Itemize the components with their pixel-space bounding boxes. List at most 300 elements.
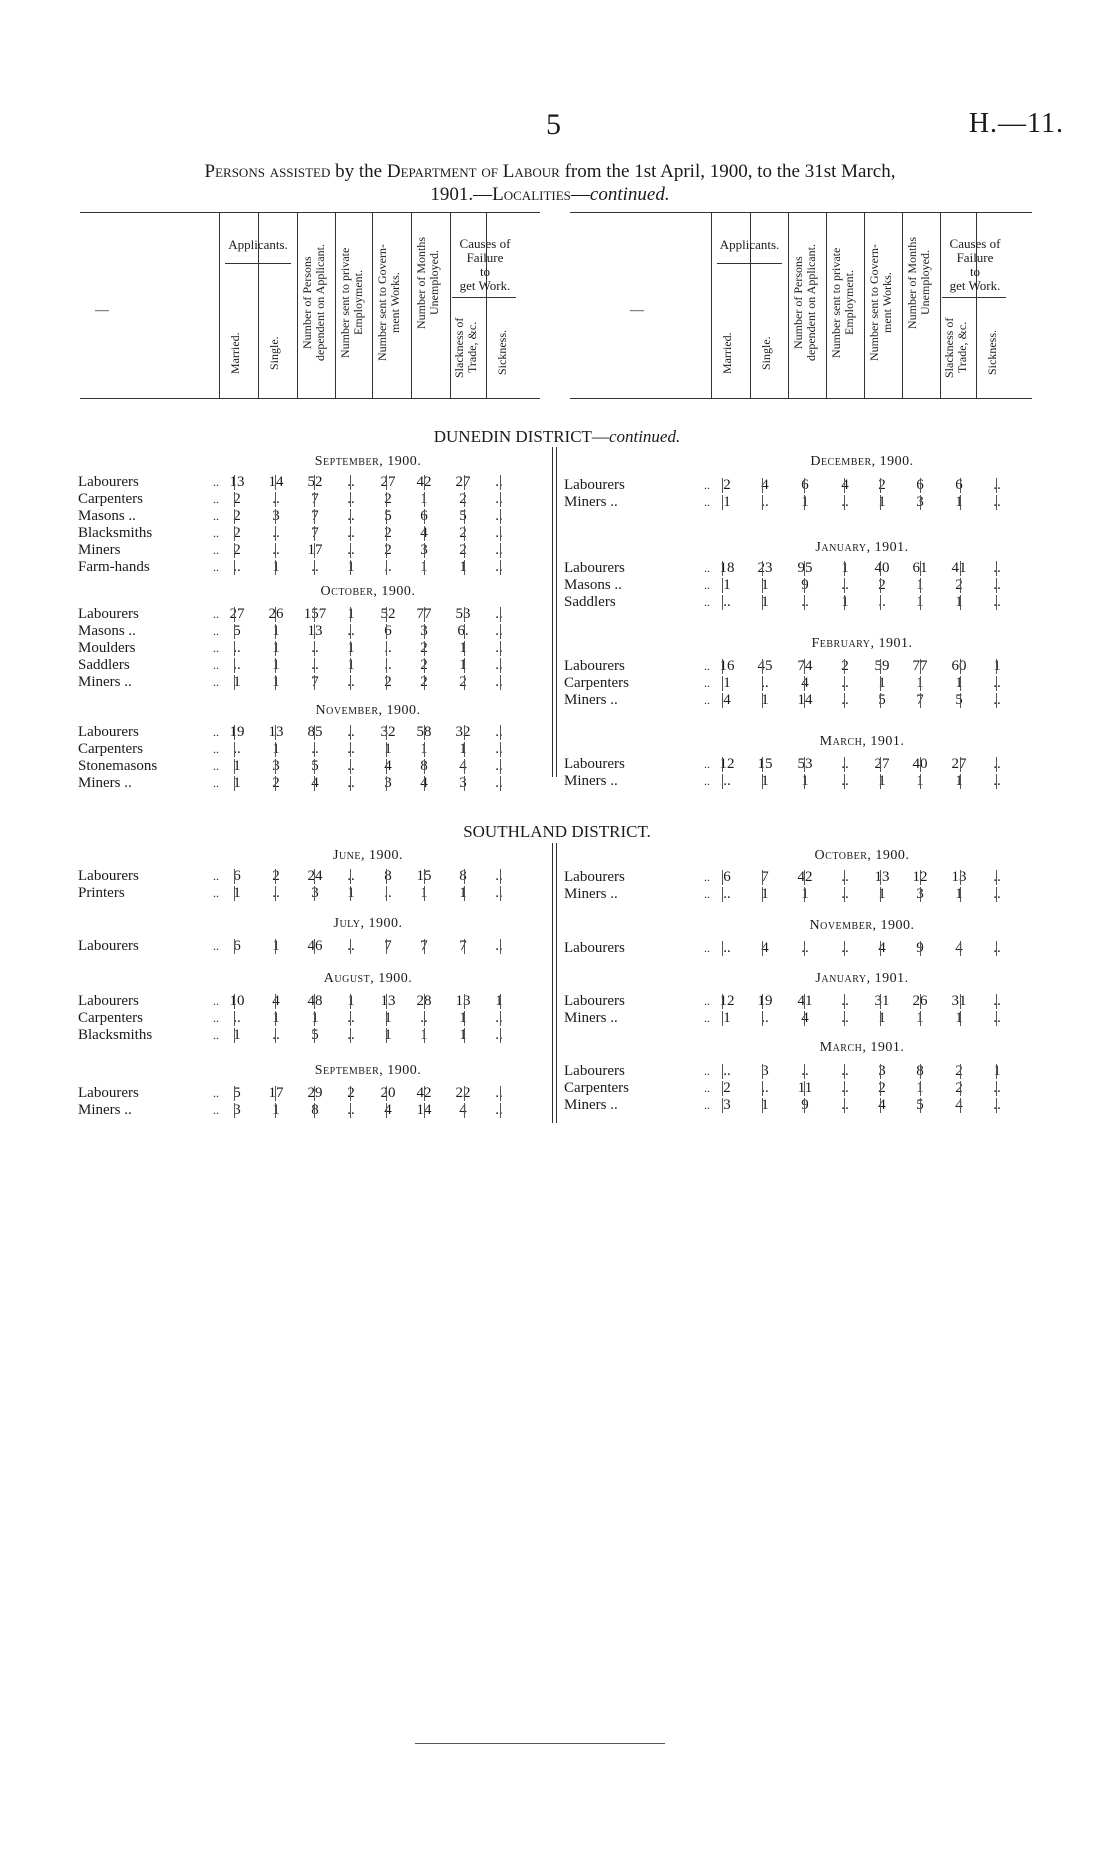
table-cell: 1 — [761, 1097, 769, 1113]
table-cell: .. — [347, 741, 355, 757]
applicants-underline — [717, 263, 782, 264]
table-cell: 2 — [347, 1085, 355, 1101]
cell-rule — [996, 1081, 997, 1096]
row-label: Carpenters — [564, 1080, 629, 1096]
table-cell: 4 — [384, 758, 392, 774]
table-cell: .. — [841, 773, 849, 789]
cell-rule — [880, 676, 881, 691]
leader-dots: .. — [213, 624, 219, 638]
sickness-label: Sickness. — [495, 330, 509, 376]
cell-rule — [500, 725, 501, 740]
table-cell: 1 — [723, 1010, 731, 1026]
cell-rule — [722, 774, 723, 789]
months-line: Unemployed. — [427, 250, 441, 316]
table-cell: 7 — [761, 869, 769, 885]
cell-rule — [722, 659, 723, 674]
table-cell: 48 — [307, 993, 323, 1009]
table-cell: .. — [347, 542, 355, 558]
table-cell: 1 — [272, 623, 280, 639]
table-cell: 45 — [757, 658, 773, 674]
header-column-rule — [826, 213, 827, 398]
slackness-line: Slackness of — [452, 317, 466, 378]
leader-dots: .. — [704, 561, 710, 575]
month-heading: February, 1901. — [811, 636, 913, 651]
cell-rule — [880, 774, 881, 789]
cell-rule — [762, 941, 763, 956]
cell-rule — [996, 478, 997, 493]
table-cell: 40 — [912, 756, 928, 772]
table-cell: 3 — [272, 508, 280, 524]
leader-dots: .. — [213, 1103, 219, 1117]
table-cell: 6 — [384, 623, 392, 639]
table-cell: .. — [761, 1080, 769, 1096]
table-cell: 7 — [420, 938, 428, 954]
cell-rule — [350, 509, 351, 524]
column-header-left — [80, 212, 540, 399]
cell-rule — [722, 595, 723, 610]
table-cell: 5 — [916, 1097, 924, 1113]
month-heading: March, 1901. — [819, 734, 905, 749]
title-word: of — [481, 161, 498, 182]
table-cell: 1 — [841, 560, 849, 576]
cell-rule — [424, 1028, 425, 1043]
cell-rule — [880, 1081, 881, 1096]
cell-rule — [314, 742, 315, 757]
causes-underline — [942, 297, 1006, 298]
table-cell: 7 — [311, 508, 319, 524]
cell-rule — [844, 1064, 845, 1079]
table-cell: .. — [761, 1010, 769, 1026]
page-title — [70, 160, 1030, 206]
table-cell: .. — [495, 674, 503, 690]
cell-rule — [920, 1081, 921, 1096]
cell-rule — [880, 994, 881, 1009]
cell-rule — [996, 595, 997, 610]
table-cell: .. — [347, 724, 355, 740]
row-label: Miners — [78, 542, 121, 558]
leader-dots: .. — [704, 478, 710, 492]
leader-dots: .. — [213, 560, 219, 574]
table-cell: 40 — [874, 560, 890, 576]
causes-line: to — [479, 264, 491, 279]
cell-rule — [920, 941, 921, 956]
table-cell: 15 — [757, 756, 773, 772]
month-heading: October, 1900. — [320, 584, 416, 599]
table-cell: 27 — [229, 606, 245, 622]
table-cell: 1 — [384, 741, 392, 757]
table-cell: 1 — [459, 1027, 467, 1043]
table-cell: 28 — [416, 993, 432, 1009]
table-cell: 7 — [384, 938, 392, 954]
table-cell: 2 — [723, 477, 731, 493]
table-cell: 1 — [420, 559, 428, 575]
table-cell: 1 — [761, 886, 769, 902]
table-cell: .. — [347, 508, 355, 524]
cell-rule — [804, 1081, 805, 1096]
title-word: Department — [386, 161, 477, 182]
causes-line: Failure — [466, 250, 504, 265]
row-label: Labourers — [78, 1085, 139, 1101]
table-cell: 1 — [723, 675, 731, 691]
table-cell: 5 — [233, 623, 241, 639]
table-cell: 1 — [459, 1010, 467, 1026]
slackness-label — [453, 305, 479, 390]
row-label: Labourers — [564, 869, 625, 885]
cell-rule — [880, 1098, 881, 1113]
table-cell: 1 — [801, 886, 809, 902]
cell-rule — [314, 641, 315, 656]
cell-rule — [350, 742, 351, 757]
row-label: Labourers — [78, 474, 139, 490]
row-label: Miners .. — [564, 1010, 618, 1026]
table-cell: 4 — [878, 1097, 886, 1113]
cell-rule — [920, 1064, 921, 1079]
month-heading: June, 1900. — [333, 848, 403, 863]
single-label: Single. — [267, 336, 281, 370]
leader-dots: .. — [213, 526, 219, 540]
cell-rule — [960, 870, 961, 885]
cell-rule — [722, 495, 723, 510]
cell-rule — [960, 941, 961, 956]
table-cell: 2 — [233, 491, 241, 507]
title-word: from the 1st April, 1900, to the 31st March, — [564, 161, 896, 182]
header-dash: — — [95, 303, 109, 318]
private-employment-label — [339, 218, 365, 388]
table-cell: .. — [495, 868, 503, 884]
table-cell: .. — [420, 1010, 428, 1026]
cell-rule — [424, 526, 425, 541]
table-cell: 4 — [420, 525, 428, 541]
leader-dots: .. — [704, 870, 710, 884]
cell-rule — [804, 1098, 805, 1113]
table-cell: 4 — [459, 758, 467, 774]
table-cell: .. — [233, 640, 241, 656]
table-cell: 26 — [912, 993, 928, 1009]
sickness-label: Sickness. — [985, 330, 999, 376]
table-cell: 26 — [268, 606, 284, 622]
title-word: assisted — [269, 161, 331, 182]
table-cell: 1 — [272, 1102, 280, 1118]
table-cell: 3 — [272, 758, 280, 774]
table-row — [0, 477, 1114, 494]
table-cell: 14 — [797, 692, 813, 708]
cell-rule — [500, 742, 501, 757]
table-cell: 1 — [495, 993, 503, 1009]
table-row — [0, 940, 1114, 957]
title-word: Labour — [502, 161, 560, 182]
cell-rule — [722, 1064, 723, 1079]
cell-rule — [844, 887, 845, 902]
dependents-line: Number of Persons — [791, 256, 805, 350]
cell-rule — [464, 742, 465, 757]
row-label: Saddlers — [78, 657, 130, 673]
table-cell: .. — [311, 741, 319, 757]
table-cell: .. — [495, 606, 503, 622]
cell-rule — [464, 509, 465, 524]
table-cell: 4 — [955, 940, 963, 956]
table-cell: 2 — [272, 868, 280, 884]
cell-rule — [275, 509, 276, 524]
cell-rule — [722, 561, 723, 576]
table-cell: 27 — [380, 474, 396, 490]
table-cell: 6 — [233, 868, 241, 884]
table-cell: 4 — [459, 1102, 467, 1118]
header-column-rule — [335, 213, 336, 398]
header-column-rule — [864, 213, 865, 398]
table-cell: 1 — [420, 741, 428, 757]
cell-rule — [844, 774, 845, 789]
cell-rule — [804, 561, 805, 576]
leader-dots: .. — [213, 725, 219, 739]
column-header-right — [570, 212, 1032, 399]
leader-dots: .. — [213, 509, 219, 523]
cell-rule — [804, 693, 805, 708]
govt-line: ment Works. — [880, 272, 894, 334]
cell-rule — [804, 994, 805, 1009]
table-cell: .. — [495, 1085, 503, 1101]
leader-dots: .. — [704, 659, 710, 673]
cell-rule — [920, 1011, 921, 1026]
table-cell: .. — [841, 1010, 849, 1026]
document-reference: H.—11. — [968, 108, 1064, 139]
table-cell: .. — [233, 741, 241, 757]
table-cell: 2 — [384, 525, 392, 541]
row-label: Labourers — [78, 724, 139, 740]
header-column-rule — [411, 213, 412, 398]
cell-rule — [762, 561, 763, 576]
cell-rule — [234, 509, 235, 524]
row-label: Labourers — [78, 606, 139, 622]
table-cell: .. — [233, 657, 241, 673]
leader-dots: .. — [213, 939, 219, 953]
cell-rule — [960, 1064, 961, 1079]
leader-dots: .. — [704, 1098, 710, 1112]
row-label: Blacksmiths — [78, 1027, 153, 1043]
table-cell: 2 — [459, 491, 467, 507]
table-cell: 1 — [955, 773, 963, 789]
cell-rule — [844, 1081, 845, 1096]
leader-dots: .. — [213, 886, 219, 900]
slackness-line: Slackness of — [942, 317, 956, 378]
cell-rule — [234, 526, 235, 541]
cell-rule — [920, 693, 921, 708]
table-cell: 32 — [380, 724, 396, 740]
table-cell: .. — [993, 756, 1001, 772]
cell-rule — [722, 757, 723, 772]
cell-rule — [804, 757, 805, 772]
dependents-line: dependent on Applicant. — [804, 244, 818, 362]
cell-rule — [880, 495, 881, 510]
table-cell: 1 — [347, 559, 355, 575]
cell-rule — [762, 757, 763, 772]
leader-dots: .. — [704, 994, 710, 1008]
table-cell: 3 — [916, 886, 924, 902]
table-cell: .. — [841, 756, 849, 772]
header-column-rule — [486, 298, 487, 398]
table-cell: .. — [841, 675, 849, 691]
table-cell: 6 — [420, 508, 428, 524]
table-cell: 1 — [347, 606, 355, 622]
table-cell: 1 — [233, 775, 241, 791]
table-cell: 4 — [761, 940, 769, 956]
leader-dots: .. — [704, 887, 710, 901]
table-cell: 2 — [233, 508, 241, 524]
table-cell: 2 — [878, 1080, 886, 1096]
month-heading: September, 1900. — [314, 1063, 422, 1078]
district-heading-dunedin — [0, 427, 1114, 447]
cell-rule — [844, 870, 845, 885]
causes-line: get Work. — [949, 278, 1001, 293]
cell-rule — [920, 561, 921, 576]
table-cell: 5 — [878, 692, 886, 708]
row-label: Masons .. — [78, 508, 136, 524]
cell-rule — [804, 1064, 805, 1079]
cell-rule — [762, 774, 763, 789]
cell-rule — [350, 1028, 351, 1043]
cell-rule — [500, 526, 501, 541]
table-cell: 4 — [272, 993, 280, 1009]
table-cell: .. — [233, 1010, 241, 1026]
cell-rule — [960, 887, 961, 902]
leader-dots: .. — [213, 1028, 219, 1042]
row-label: Labourers — [78, 868, 139, 884]
leader-dots: .. — [213, 607, 219, 621]
causes-of-failure-label — [940, 237, 1010, 293]
table-cell: 2 — [384, 674, 392, 690]
row-label: Moulders — [78, 640, 136, 656]
table-cell: 4 — [841, 477, 849, 493]
table-row — [0, 494, 1114, 511]
table-cell: 14 — [268, 474, 284, 490]
leader-dots: .. — [213, 641, 219, 655]
cell-rule — [350, 725, 351, 740]
cell-rule — [844, 757, 845, 772]
dependents-label — [792, 218, 818, 388]
table-cell: .. — [495, 640, 503, 656]
leader-dots: .. — [704, 941, 710, 955]
table-cell: 2 — [233, 525, 241, 541]
leader-dots: .. — [213, 742, 219, 756]
table-cell: .. — [993, 886, 1001, 902]
cell-rule — [880, 887, 881, 902]
table-row — [0, 869, 1114, 886]
table-row — [0, 594, 1114, 611]
table-cell: .. — [993, 594, 1001, 610]
cell-rule — [844, 1098, 845, 1113]
table-cell: 1 — [916, 1010, 924, 1026]
cell-rule — [920, 1098, 921, 1113]
table-cell: .. — [495, 775, 503, 791]
table-cell: 2 — [955, 1063, 963, 1079]
cell-rule — [960, 561, 961, 576]
table-row — [0, 886, 1114, 903]
table-cell: 2 — [384, 491, 392, 507]
cell-rule — [762, 870, 763, 885]
applicants-label: Applicants. — [228, 237, 288, 252]
row-label: Labourers — [564, 658, 625, 674]
row-label: Labourers — [564, 756, 625, 772]
district-name: DUNEDIN DISTRICT— — [433, 427, 609, 446]
table-cell: .. — [347, 1027, 355, 1043]
cell-rule — [722, 870, 723, 885]
table-cell: 2 — [272, 775, 280, 791]
table-cell: .. — [347, 491, 355, 507]
table-cell: 1 — [723, 494, 731, 510]
cell-rule — [386, 509, 387, 524]
dependents-label — [301, 218, 327, 388]
table-cell: .. — [495, 623, 503, 639]
table-cell: 7 — [311, 674, 319, 690]
table-cell: 4 — [878, 940, 886, 956]
cell-rule — [722, 1098, 723, 1113]
cell-rule — [920, 887, 921, 902]
table-cell: 8 — [384, 868, 392, 884]
district-continued: continued. — [608, 427, 681, 446]
table-cell: .. — [841, 577, 849, 593]
header-column-rule — [788, 213, 789, 398]
cell-rule — [960, 495, 961, 510]
row-label: Stonemasons — [78, 758, 158, 774]
cell-rule — [275, 1028, 276, 1043]
cell-rule — [844, 693, 845, 708]
table-cell: 1 — [955, 1010, 963, 1026]
table-cell: 52 — [380, 606, 396, 622]
cell-rule — [762, 1064, 763, 1079]
leader-dots: .. — [704, 757, 710, 771]
cell-rule — [920, 478, 921, 493]
slackness-line: Trade, &c. — [955, 321, 969, 374]
table-cell: .. — [347, 623, 355, 639]
row-label: Carpenters — [78, 741, 143, 757]
table-cell: .. — [761, 675, 769, 691]
cell-rule — [960, 478, 961, 493]
table-cell: .. — [272, 542, 280, 558]
cell-rule — [424, 509, 425, 524]
table-cell: 1 — [916, 675, 924, 691]
title-word: continued. — [589, 184, 670, 205]
table-cell: 1 — [272, 674, 280, 690]
table-cell: 1 — [233, 885, 241, 901]
table-cell: 13 — [268, 724, 284, 740]
table-cell: 1 — [233, 758, 241, 774]
table-cell: 1 — [878, 494, 886, 510]
table-cell: 13 — [229, 474, 245, 490]
cell-rule — [314, 543, 315, 558]
private-line: Employment. — [351, 270, 365, 336]
cell-rule — [804, 495, 805, 510]
cell-rule — [960, 693, 961, 708]
table-cell: .. — [841, 940, 849, 956]
cell-rule — [424, 742, 425, 757]
table-cell: .. — [347, 758, 355, 774]
table-cell: .. — [993, 1010, 1001, 1026]
cell-rule — [424, 725, 425, 740]
table-cell: 7 — [311, 525, 319, 541]
table-cell: 17 — [307, 542, 323, 558]
cell-rule — [386, 526, 387, 541]
table-cell: 13 — [874, 869, 890, 885]
table-cell: 59 — [874, 658, 890, 674]
cell-rule — [920, 757, 921, 772]
causes-line: to — [969, 264, 981, 279]
table-cell: 53 — [455, 606, 471, 622]
table-cell: 6 — [916, 477, 924, 493]
table-row — [0, 1010, 1114, 1027]
table-cell: 22 — [455, 1085, 471, 1101]
table-cell: 1 — [761, 773, 769, 789]
cell-rule — [500, 509, 501, 524]
cell-rule — [880, 595, 881, 610]
